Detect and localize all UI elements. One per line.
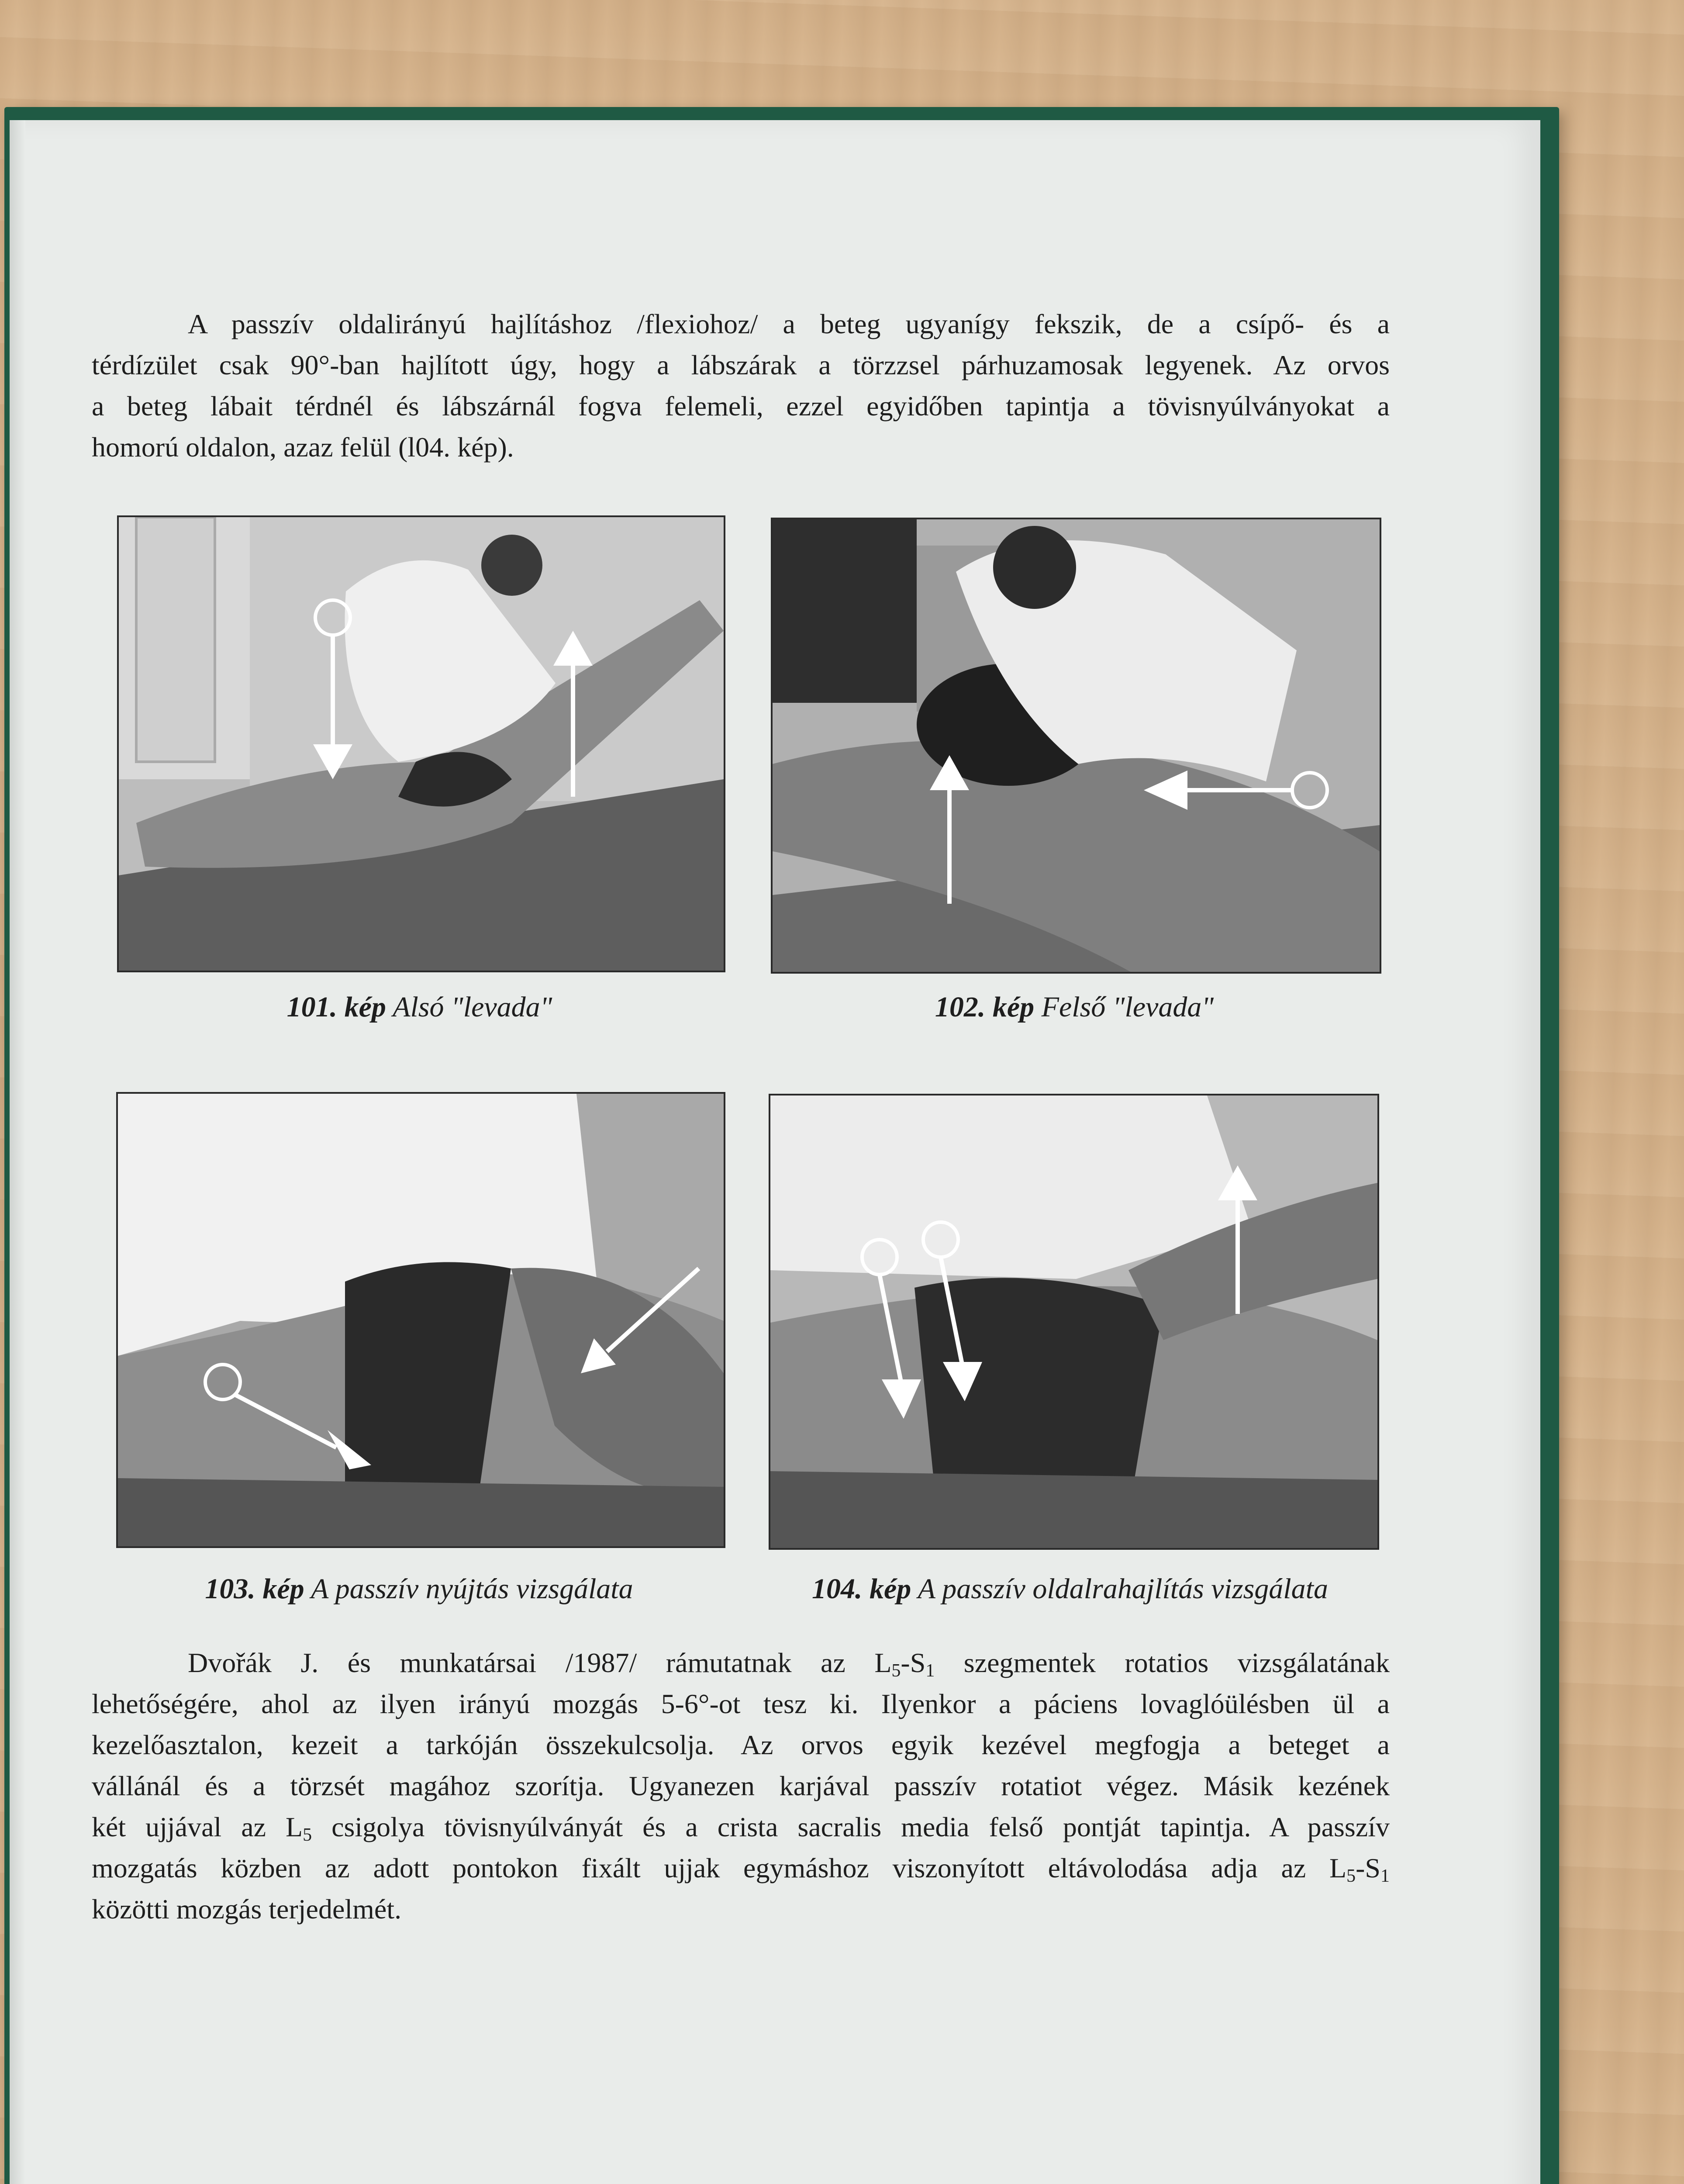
photo-101-lower-levada: [117, 515, 725, 972]
paragraph-line: [92, 1848, 1390, 1889]
caption-102: [771, 991, 1378, 1024]
caption-number: 101. kép: [286, 991, 386, 1023]
paragraph-line: A passzív oldalirányú hajlításhoz /flexiohoz/ a beteg ugyanígy fekszik, de a csípő- és a: [188, 308, 1390, 339]
text-run: két ujjával az L: [92, 1811, 303, 1842]
paragraph-line: lehetőségére, ahol az ilyen irányú mozgás 5-6°-ot tesz ki. Ilyenkor a páciens lovaglóülésben ül a: [92, 1688, 1390, 1719]
paragraph-line: vállánál és a törzsét magához szorítja. Ugyanezen karjával passzív rotatiot végez. Másik kezének: [92, 1770, 1390, 1801]
paragraph-line: homorú oldalon, azaz felül (l04. kép).: [92, 432, 514, 463]
page-gutter-shadow: [10, 120, 25, 2184]
caption-text: A passzív nyújtás vizsgálata: [311, 1573, 633, 1605]
dvorak-paragraph: [92, 1642, 1390, 1930]
caption-number: 103. kép: [205, 1573, 304, 1605]
subscript: 5: [891, 1661, 901, 1681]
caption-text: Felső "levada": [1041, 991, 1214, 1023]
photo-102-upper-levada: [771, 518, 1381, 974]
caption-text: Alsó "levada": [393, 991, 552, 1023]
caption-text: A passzív oldalrahajlítás vizsgálata: [918, 1573, 1328, 1605]
subscript: 1: [1380, 1866, 1390, 1886]
paragraph-line: a beteg lábait térdnél és lábszárnál fogva felemeli, ezzel egyidőben tapintja a tövisnyúlványokat a: [92, 390, 1390, 422]
text-run: -S: [901, 1647, 926, 1678]
subscript: 5: [303, 1825, 312, 1845]
paragraph-line: közötti mozgás terjedelmét.: [92, 1894, 402, 1925]
text-run: mozgatás közben az adott pontokon fixált ujjak egymáshoz viszonyított eltávolodása adja az L: [92, 1852, 1347, 1883]
caption-number: 102. kép: [935, 991, 1035, 1023]
photo-103-passive-extension: [116, 1092, 725, 1548]
photo-104-passive-lateral-flexion: [769, 1094, 1379, 1550]
intro-paragraph: [92, 304, 1390, 468]
subscript: 5: [1346, 1866, 1356, 1886]
text-run: csigolya tövisnyúlványát és a crista sacralis media felső pontját tapintja. A passzív: [312, 1811, 1390, 1842]
paragraph-line: térdízület csak 90°-ban hajlított úgy, hogy a lábszárak a törzzsel párhuzamosak legyenek. Az orvos: [92, 349, 1390, 380]
caption-101: [117, 991, 722, 1024]
caption-number: 104. kép: [812, 1573, 911, 1605]
paragraph-line: [92, 1642, 1390, 1683]
caption-104: [742, 1572, 1398, 1606]
paragraph-line: [92, 1807, 1390, 1848]
paragraph-line: kezelőasztalon, kezeit a tarkóján összekulcsolja. Az orvos egyik kezével megfogja a beteget a: [92, 1729, 1390, 1760]
text-run: -S: [1356, 1852, 1380, 1883]
text-run: Dvořák J. és munkatársai /1987/ rámutatnak az L: [188, 1647, 892, 1678]
subscript: 1: [925, 1661, 935, 1681]
caption-103: [116, 1572, 722, 1606]
text-run: szegmentek rotatios vizsgálatának: [935, 1647, 1390, 1678]
